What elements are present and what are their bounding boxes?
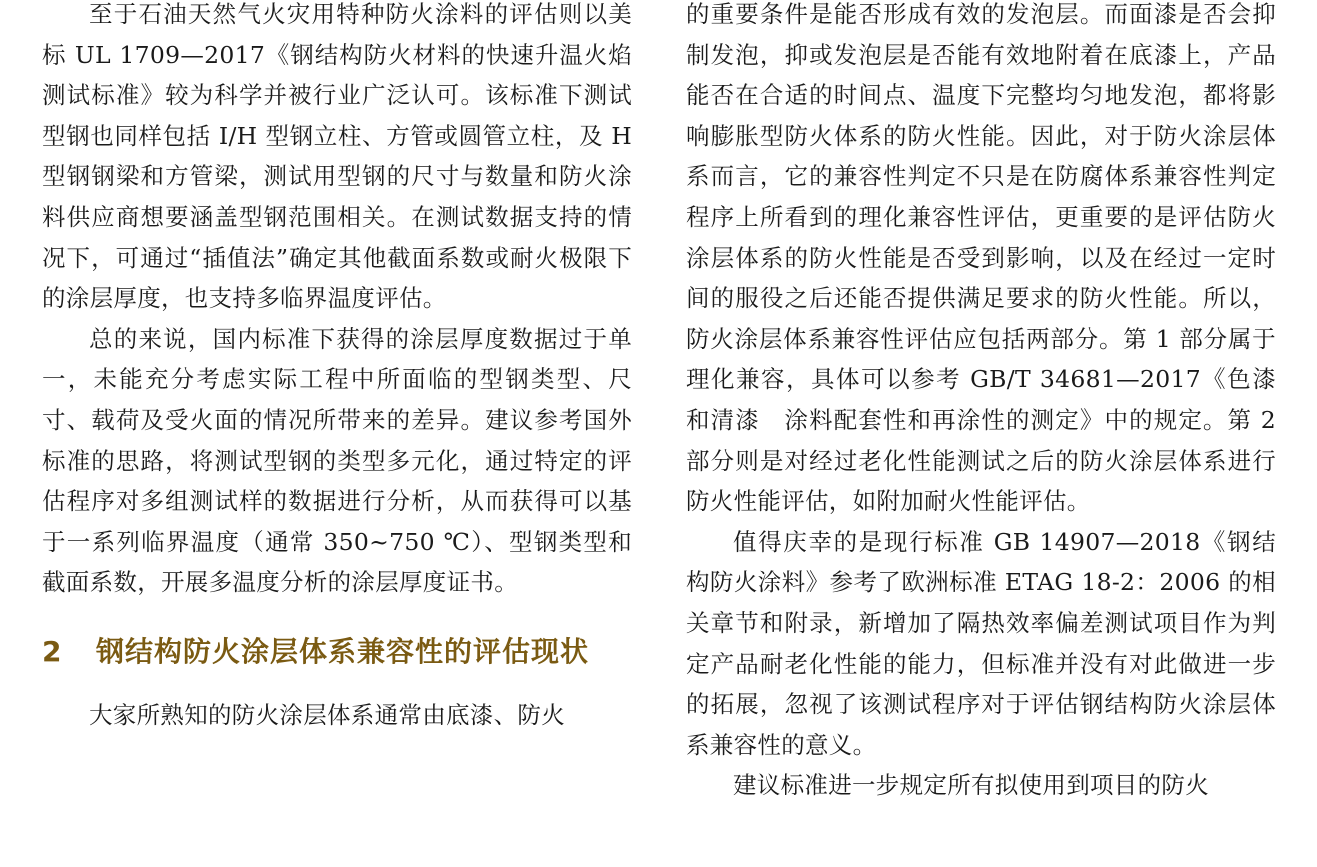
left-column (42, 0, 632, 736)
body-paragraph: 大家所熟知的防火涂层体系通常由底漆、防火 (89, 700, 565, 729)
section-title: 钢结构防火涂层体系兼容性的评估现状 (96, 634, 590, 668)
right-column (686, 0, 1276, 806)
section-number: 2 (42, 634, 62, 668)
body-paragraph: 至于石油天然气火灾用特种防火涂料的评估则以美标 UL 1709—2017《钢结构防火材料的快速升温火焰测试标准》较为科学并被行业广泛认可。该标准下测试型钢也同样包括 I/H 型钢立柱、方管或圆管立柱，及 H 型钢钢梁和方管梁，测试用型钢的尺寸与数量和防火涂料供应商想要涵盖型钢范围相关。在测试数据支持的情况下，可通过“插值法”确定其他截面系数或耐火极限下的涂层厚度，也支持多临界温度评估。 (42, 0, 632, 313)
body-paragraph: 值得庆幸的是现行标准 GB 14907—2018《钢结构防火涂料》参考了欧洲标准 ETAG 18-2：2006 的相关章节和附录，新增加了隔热效率偏差测试项目作为判定产品耐老化性能的能力，但标准并没有对此做进一步的拓展，忽视了该测试程序对于评估钢结构防火涂层体系兼容性的意义。 (686, 527, 1276, 759)
body-paragraph-continued: 的重要条件是能否形成有效的发泡层。而面漆是否会抑制发泡，抑或发泡层是否能有效地附着在底漆上，产品能否在合适的时间点、温度下完整均匀地发泡，都将影响膨胀型防火体系的防火性能。因此，对于防火涂层体系而言，它的兼容性判定不只是在防腐体系兼容性判定程序上所看到的理化兼容性评估，更重要的是评估防火涂层体系的防火性能是否受到影响，以及在经过一定时间的服役之后还能否提供满足要求的防火性能。所以，防火涂层体系兼容性评估应包括两部分。第 1 部分属于理化兼容，具体可以参考 GB/T 34681—2017《色漆和清漆 涂料配套性和再涂性的测定》中的规定。第 2 部分则是对经过老化性能测试之后的防火涂层体系进行防火性能评估，如附加耐火性能评估。 (686, 0, 1276, 516)
body-paragraph: 建议标准进一步规定所有拟使用到项目的防火 (733, 771, 1209, 800)
section-heading (42, 629, 632, 675)
body-paragraph: 总的来说，国内标准下获得的涂层厚度数据过于单一，未能充分考虑实际工程中所面临的型钢类型、尺寸、载荷及受火面的情况所带来的差异。建议参考国外标准的思路，将测试型钢的类型多元化，通过特定的评估程序对多组测试样的数据进行分析，从而获得可以基于一系列临界温度（通常 350~750 ℃）、型钢类型和截面系数，开展多温度分析的涂层厚度证书。 (42, 324, 632, 597)
